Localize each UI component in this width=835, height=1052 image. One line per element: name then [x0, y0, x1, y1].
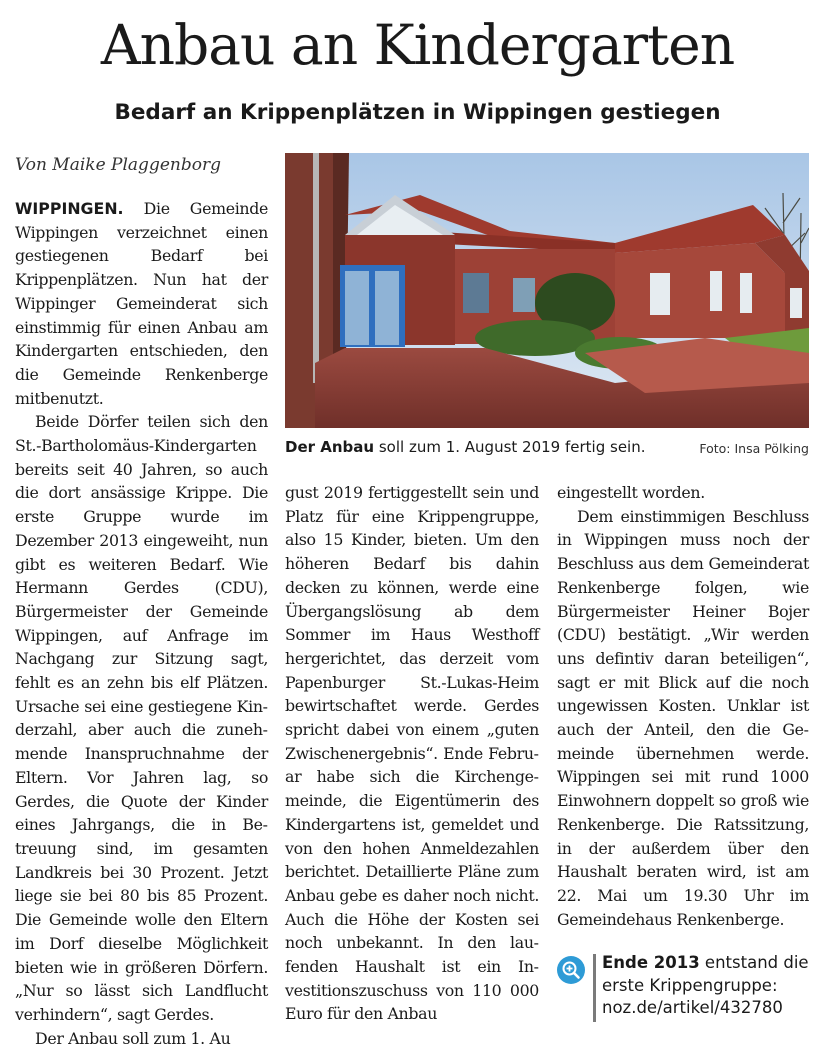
info-divider — [593, 954, 596, 1022]
photo-credit: Foto: Insa Pölking — [699, 441, 809, 456]
article-column-2 — [285, 481, 539, 1026]
subheadline: Bedarf an Krippenplätzen in Wippingen gestiegen — [114, 100, 721, 125]
related-article-box[interactable] — [557, 952, 809, 1024]
paragraph-1-text: Die Gemeinde Wippingen verzeichnet einen gestiegenen Bedarf bei Krippenplätzen. Nun hat der Wippinger Gemeinderat sich einstimmig für einen Anbau am Kindergarten entschieden, den die Gemeinde Renkenberge mitbenutzt. — [15, 199, 268, 408]
article-column-1 — [15, 197, 268, 1050]
paragraph-3: Der Anbau soll zum 1. Au — [35, 1028, 231, 1048]
paragraph-2: Beide Dörfer teilen sich den St.-Bartholomäus-Kindergarten bereits seit 40 Jahren, so auch die dort ansässige Krippe. Die erste Gruppe wurde im Dezember 2013 eingeweiht, nun gibt es weiteren Bedarf. Wie Hermann Gerdes (CDU), Bürgermeister der Gemeinde Wippingen, auf Anfrage im Nachgang zur Sitzung sagt, fehlt es an zehn bis elf Plätzen. Ursache sei eine gestiegene Kinderzahl, aber auch die zunehmende Inanspruchnahme der Eltern. Vor Jahren lag, so Gerdes, die Quote der Kinder eines Jahrgangs, die in Betreuung sind, im gesamten Landkreis bei 30 Prozent. Jetzt liege sie bei 80 bis 85 Prozent. Die Gemeinde wolle den Eltern im Dorf dieselbe Möglichkeit bieten wie in größeren Dörfern. „Nur so lässt sich Landflucht verhindern“, sagt Gerdes. — [15, 412, 268, 1024]
info-text-rest: entstand die erste Krippengruppe: — [602, 953, 809, 995]
headline: Anbau an Kindergarten — [100, 13, 735, 77]
info-text — [602, 952, 812, 1020]
photo-caption — [285, 437, 809, 457]
paragraph-1 — [15, 197, 268, 410]
info-link[interactable]: noz.de/artikel/432780 — [602, 998, 783, 1017]
info-bold: Ende 2013 — [602, 953, 700, 972]
caption-bold: Der Anbau — [285, 438, 375, 456]
paragraph-6: Dem einstimmigen Beschluss in Wippingen muss noch der Beschluss aus dem Gemeinderat Renkenberge folgen, wie Bürgermeister Heiner Bojer (CDU) bestätigt. „Wir werden uns defintiv daran beteiligen“, sagt er mit Blick auf die noch ungewissen Kosten. Unklar ist auch der Anteil, den die Gemeinde übernehmen werde. Wippingen sei mit rund 1000 Einwohnern doppelt so groß wie Renkenberge. Die Ratssitzung, in der außerdem über den Haushalt beraten wird, ist am 22. Mai um 19.30 Uhr im Gemeindehaus Renkenberge. — [557, 506, 809, 929]
byline: Von Maike Plaggenborg — [15, 155, 221, 175]
dateline: WIPPINGEN. — [15, 199, 124, 218]
kindergarten-photo — [285, 153, 809, 428]
article-column-3 — [557, 481, 809, 931]
magnifier-plus-icon — [557, 956, 585, 984]
paragraph-5: eingestellt worden. — [557, 483, 705, 502]
paragraph-4: gust 2019 fertiggestellt sein und Platz für eine Krippengruppe, also 15 Kinder, bieten. Um den höheren Bedarf bis dahin decken zu können, werde eine Übergangslösung ab dem Sommer im Haus Westhoff hergerichtet, das derzeit vom Papenburger St.-Lukas-Heim bewirtschaftet werde. Gerdes spricht dabei von einem „guten Zwischenergebnis“. Ende Februar habe sich die Kirchengemeinde, die Eigentümerin des Kindergartens ist, gemeldet und von den hohen Anmeldezahlen berichtet. Detaillierte Pläne zum Anbau gebe es daher noch nicht. Auch die Höhe der Kosten sei noch unbekannt. In den laufenden Haushalt ist ein Investitionszuschuss von 110 000 Euro für den Anbau — [285, 483, 539, 1024]
caption-text: soll zum 1. August 2019 fertig sein. — [374, 438, 646, 456]
